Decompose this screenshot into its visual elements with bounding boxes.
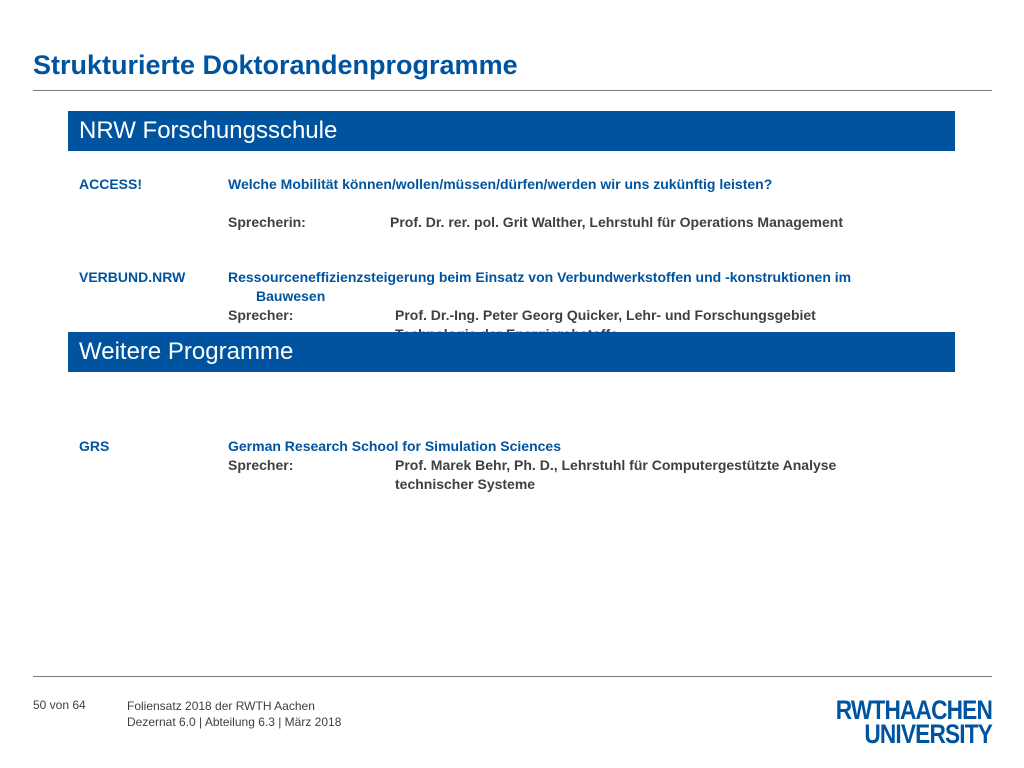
speaker-role: Sprecher: (228, 307, 294, 323)
speaker-role: Sprecherin: (228, 214, 306, 230)
program-topic: German Research School for Simulation Sciences (228, 438, 561, 454)
speaker-name: Prof. Marek Behr, Ph. D., Lehrstuhl für Computergestützte Analyse (395, 457, 837, 473)
program-code: GRS (79, 438, 110, 454)
footer-line2: Dezernat 6.0 | Abteilung 6.3 | März 2018 (127, 715, 342, 729)
footer-divider (33, 676, 992, 677)
logo-line1: RWTHAACHEN (835, 695, 992, 725)
rwth-logo (820, 695, 992, 749)
speaker-affiliation: technischer Systeme (395, 476, 536, 492)
program-topic: Welche Mobilität können/wollen/müssen/dürfen/werden wir uns zukünftig leisten? (228, 176, 773, 192)
page-number: 50 von 64 (33, 698, 86, 712)
section-header-weitere: Weitere Programme (68, 332, 955, 372)
program-access (79, 175, 949, 235)
program-grs (79, 437, 949, 497)
program-code: VERBUND.NRW (79, 269, 186, 285)
program-topic (228, 268, 948, 306)
program-topic-line1: Ressourceneffizienzsteigerung beim Einsatz von Verbundwerkstoffen und -konstruktionen im (228, 269, 852, 285)
title-divider (33, 90, 992, 91)
speaker-name: Prof. Dr.-Ing. Peter Georg Quicker, Lehr- und Forschungsgebiet (395, 307, 816, 323)
footer-line1: Foliensatz 2018 der RWTH Aachen (127, 699, 315, 713)
footer-info (127, 698, 341, 730)
program-code: ACCESS! (79, 176, 143, 192)
section-header-nrw: NRW Forschungsschule (68, 111, 955, 151)
program-topic-line2: Bauwesen (256, 288, 326, 304)
logo-line2: UNIVERSITY (864, 719, 992, 749)
slide-title: Strukturierte Doktorandenprogramme (33, 50, 518, 80)
speaker-name: Prof. Dr. rer. pol. Grit Walther, Lehrstuhl für Operations Management (390, 214, 843, 230)
program-verbund (79, 268, 949, 332)
speaker-role: Sprecher: (228, 457, 294, 473)
